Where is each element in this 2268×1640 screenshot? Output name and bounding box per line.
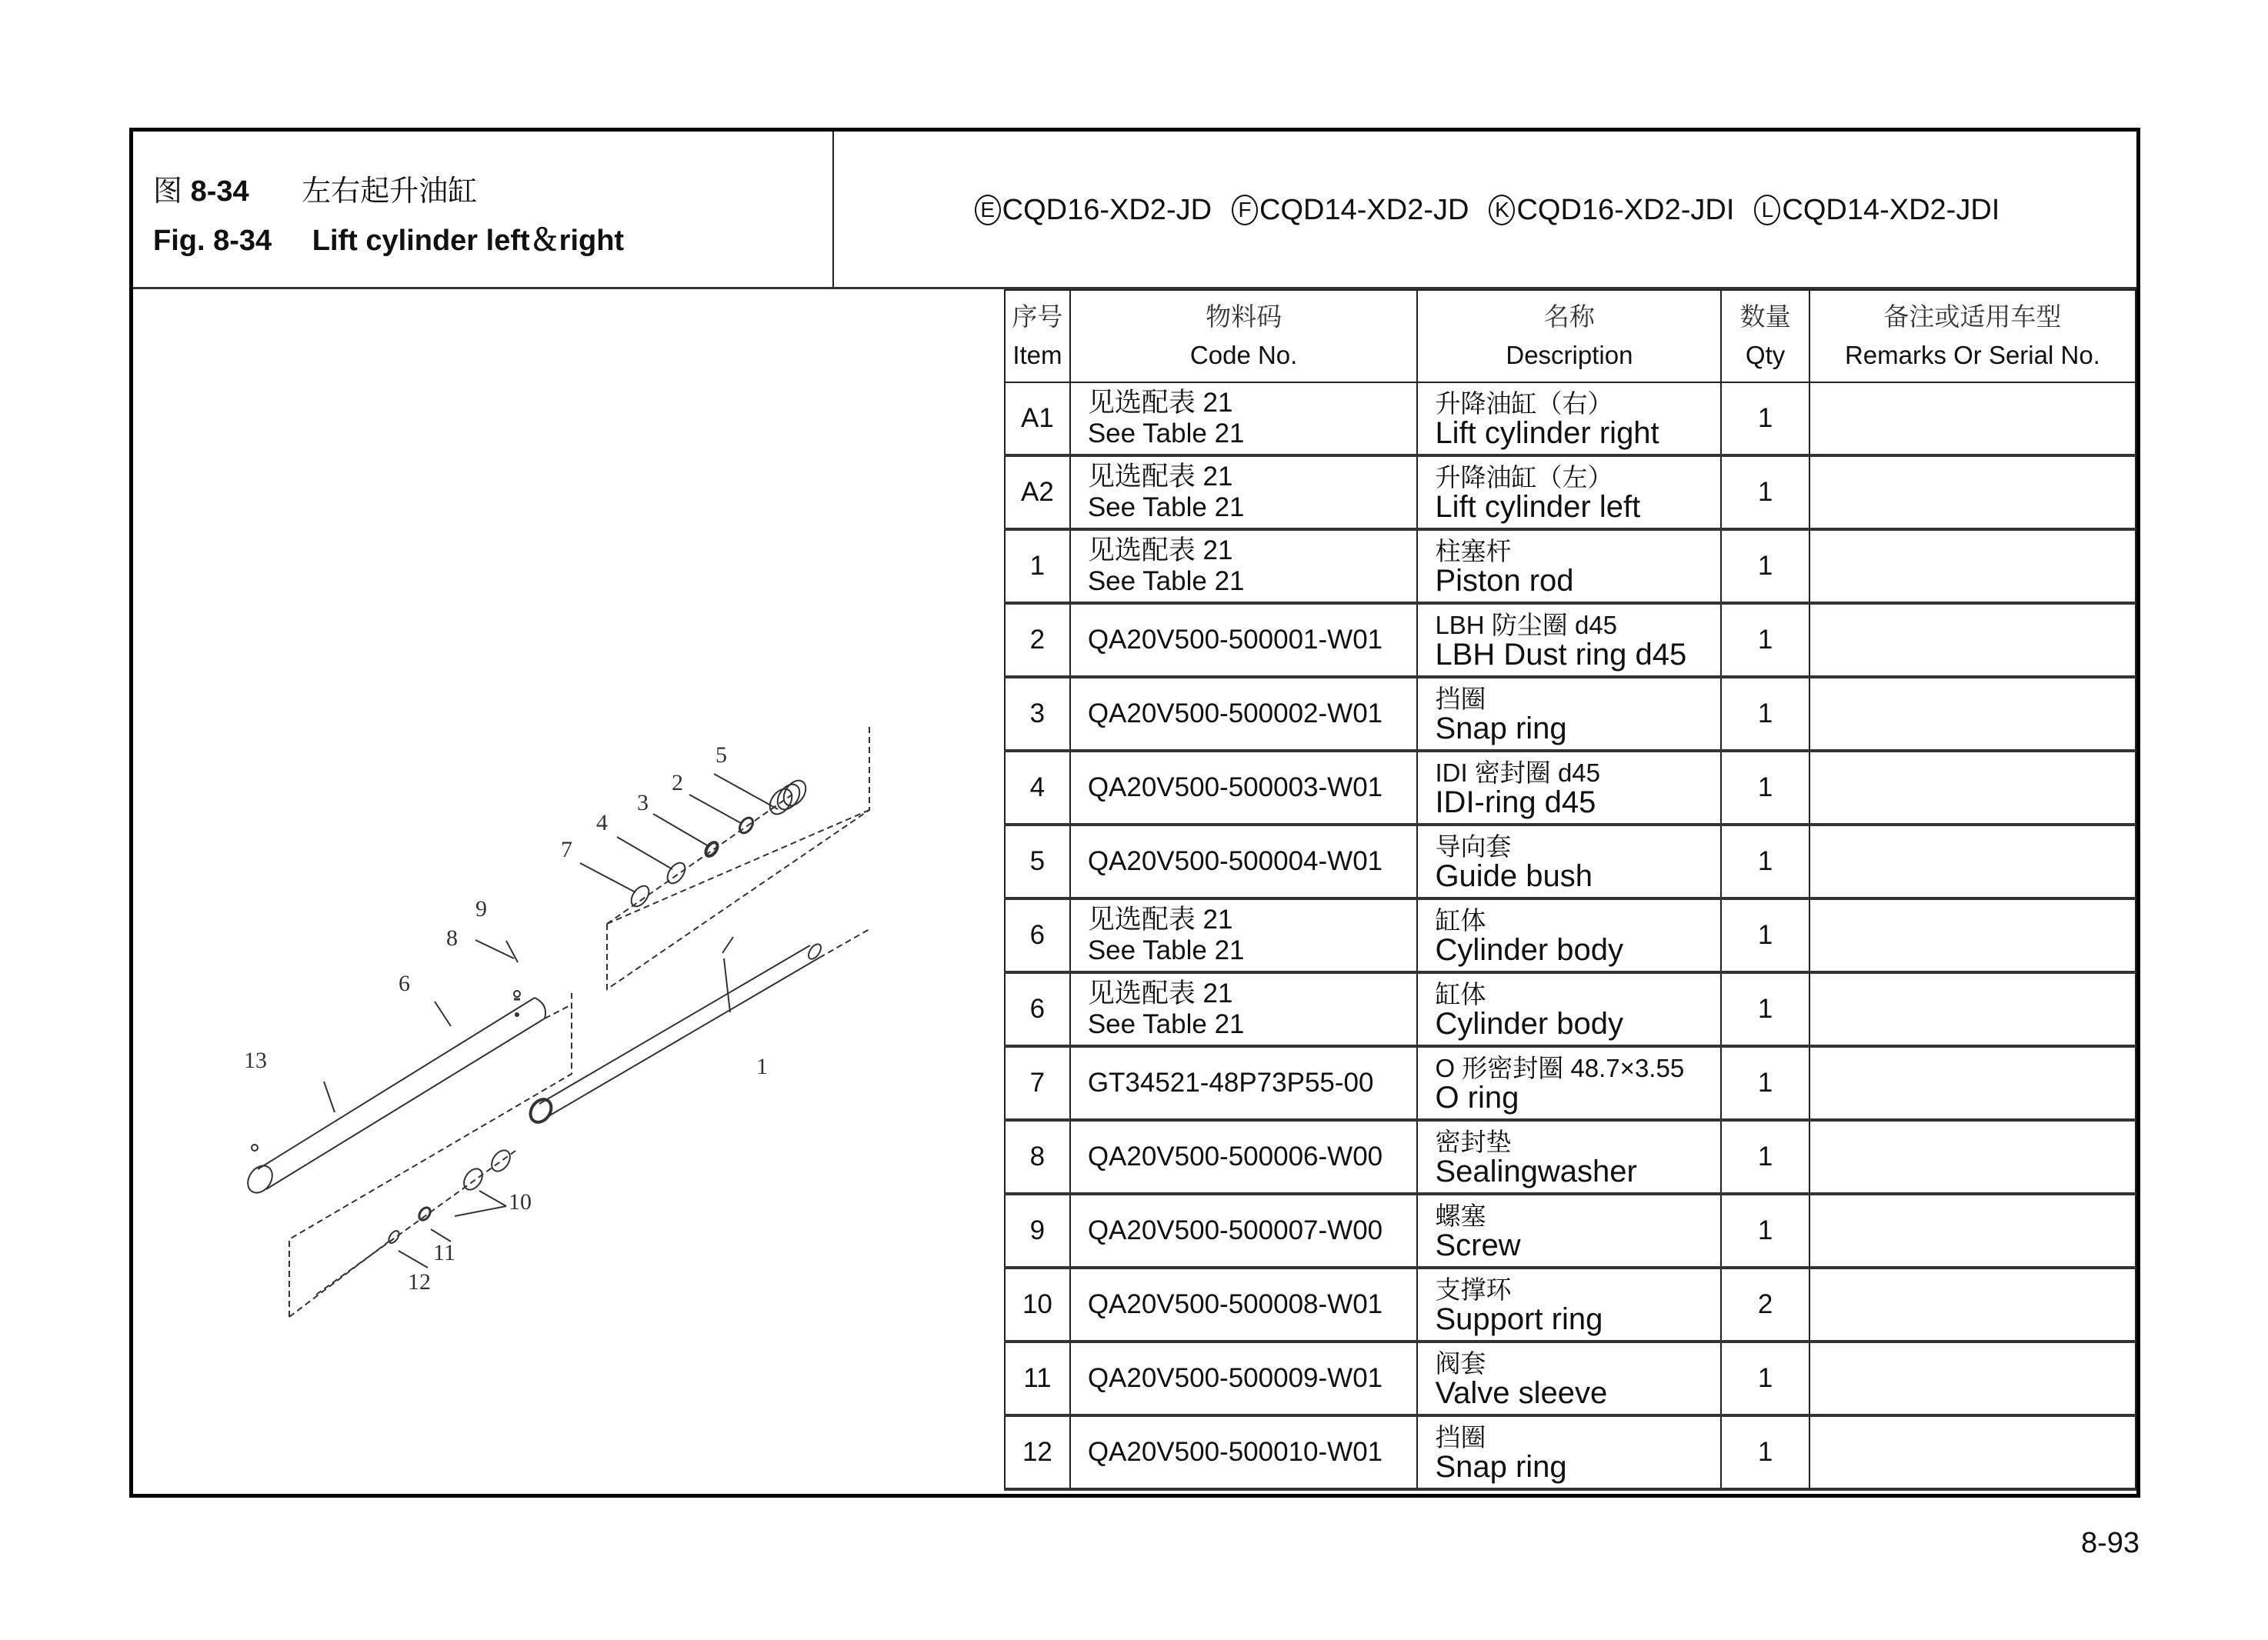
fig-number-en: 8-34 xyxy=(213,225,272,257)
cell-code xyxy=(1070,825,1418,898)
code-cn: 见选配表 21 xyxy=(1087,535,1233,565)
desc-en: Support ring xyxy=(1435,1302,1603,1336)
circled-letter-icon: F xyxy=(1232,195,1258,225)
model-l xyxy=(1754,194,2000,227)
cell-item: 10 xyxy=(1005,1268,1070,1342)
fig-number-cn: 8-34 xyxy=(190,175,249,208)
desc-en: Screw xyxy=(1435,1228,1521,1262)
cell-remarks xyxy=(1809,751,2136,825)
table-row xyxy=(1005,898,2136,972)
cell-item: 7 xyxy=(1005,1046,1070,1120)
cell-code xyxy=(1070,455,1418,529)
cell-remarks xyxy=(1809,898,2136,972)
code: See Table 21 xyxy=(1087,418,1245,448)
callout-1: 1 xyxy=(756,1054,768,1079)
desc-cn: LBH 防尘圈 d45 xyxy=(1435,611,1618,639)
cell-qty: 1 xyxy=(1721,1415,1809,1489)
desc-cn: 升降油缸（左） xyxy=(1435,463,1613,492)
cell-code xyxy=(1070,382,1418,455)
cell-description xyxy=(1417,1268,1721,1342)
cell-qty: 1 xyxy=(1721,677,1809,751)
code-cn: 见选配表 21 xyxy=(1087,388,1233,418)
code-cn: 见选配表 21 xyxy=(1087,905,1233,935)
callout-5: 5 xyxy=(715,742,727,768)
desc-cn: 缸体 xyxy=(1435,980,1486,1008)
desc-cn: O 形密封圈 48.7×3.55 xyxy=(1435,1054,1685,1082)
cell-remarks xyxy=(1809,1268,2136,1342)
desc-cn: 缸体 xyxy=(1435,906,1486,935)
model-name: CQD14-XD2-JDI xyxy=(1782,193,2000,226)
cell-remarks xyxy=(1809,1046,2136,1120)
piston-rod-1 xyxy=(526,942,823,1126)
cell-remarks xyxy=(1809,455,2136,529)
cell-remarks xyxy=(1809,1342,2136,1415)
dust-ring-2 xyxy=(737,815,755,835)
desc-cn: 导向套 xyxy=(1435,832,1512,861)
cell-qty: 1 xyxy=(1721,1120,1809,1194)
cell-code xyxy=(1070,603,1418,677)
col-header-remarks: 备注或适用车型 Remarks Or Serial No. xyxy=(1809,290,2136,382)
cell-item: 12 xyxy=(1005,1415,1070,1489)
cell-code xyxy=(1070,1194,1418,1268)
cell-item: 11 xyxy=(1005,1342,1070,1415)
cell-code xyxy=(1070,972,1418,1046)
table-row xyxy=(1005,1342,2136,1415)
code-cn: 见选配表 21 xyxy=(1087,978,1233,1008)
desc-en: Valve sleeve xyxy=(1435,1376,1608,1410)
cell-item: 6 xyxy=(1005,898,1070,972)
table-header-row xyxy=(1005,290,2136,382)
code: QA20V500-500008-W01 xyxy=(1087,1289,1383,1319)
cell-remarks xyxy=(1809,1415,2136,1489)
table-row xyxy=(1005,603,2136,677)
title-cn: 左右起升油缸 xyxy=(302,175,478,208)
table-row xyxy=(1005,1415,2136,1489)
model-name: CQD16-XD2-JDI xyxy=(1516,193,1735,226)
cell-remarks xyxy=(1809,529,2136,603)
cell-item: A1 xyxy=(1005,382,1070,455)
table-row xyxy=(1005,1120,2136,1194)
code: GT34521-48P73P55-00 xyxy=(1087,1068,1374,1098)
model-name: CQD14-XD2-JD xyxy=(1259,193,1469,226)
callout-2: 2 xyxy=(672,770,683,795)
table-row xyxy=(1005,751,2136,825)
cell-qty: 1 xyxy=(1721,603,1809,677)
cell-qty: 1 xyxy=(1721,751,1809,825)
snap-ring-3 xyxy=(703,840,719,858)
cell-remarks xyxy=(1809,972,2136,1046)
cell-item: 9 xyxy=(1005,1194,1070,1268)
desc-en: Lift cylinder left xyxy=(1435,490,1641,524)
desc-cn: 柱塞杆 xyxy=(1435,537,1512,565)
cell-qty: 1 xyxy=(1721,529,1809,603)
cell-description xyxy=(1417,529,1721,603)
cell-remarks xyxy=(1809,1120,2136,1194)
cell-qty: 1 xyxy=(1721,455,1809,529)
code: QA20V500-500001-W01 xyxy=(1087,625,1383,655)
code: QA20V500-500009-W01 xyxy=(1087,1363,1383,1393)
desc-cn: 挡圈 xyxy=(1435,1423,1486,1452)
desc-en: Snap ring xyxy=(1435,712,1567,745)
code: QA20V500-500004-W01 xyxy=(1087,846,1383,876)
model-f xyxy=(1232,194,1469,227)
cell-description xyxy=(1417,898,1721,972)
callout-6: 6 xyxy=(399,971,410,996)
callout-4: 4 xyxy=(596,810,608,835)
fig-prefix-cn: 图 xyxy=(153,175,183,208)
figure-title-block xyxy=(133,132,834,288)
desc-en: Snap ring xyxy=(1435,1450,1567,1484)
code: See Table 21 xyxy=(1087,492,1245,522)
callout-7: 7 xyxy=(561,837,572,862)
circled-letter-icon: E xyxy=(975,195,1001,225)
desc-en: LBH Dust ring d45 xyxy=(1435,638,1687,672)
figure-title-en xyxy=(153,216,624,258)
cell-qty: 1 xyxy=(1721,972,1809,1046)
desc-cn: 支撑环 xyxy=(1435,1275,1512,1304)
desc-en: Piston rod xyxy=(1435,564,1574,598)
code: See Table 21 xyxy=(1087,566,1245,596)
desc-cn: 阀套 xyxy=(1435,1349,1486,1378)
code: See Table 21 xyxy=(1087,1009,1245,1039)
exploded-parts-diagram xyxy=(133,289,1004,1498)
desc-en: Cylinder body xyxy=(1435,1007,1624,1041)
table-row xyxy=(1005,1194,2136,1268)
cell-remarks xyxy=(1809,1194,2136,1268)
model-k xyxy=(1489,194,1734,227)
desc-en: Cylinder body xyxy=(1435,933,1624,967)
callout-11: 11 xyxy=(433,1240,455,1265)
col-header-item: 序号 Item xyxy=(1005,290,1070,382)
table-row xyxy=(1005,972,2136,1046)
parts-page-frame xyxy=(129,128,2140,1498)
callout-12: 12 xyxy=(408,1269,431,1295)
code: See Table 21 xyxy=(1087,935,1245,965)
cylinder-body-6 xyxy=(243,998,545,1198)
table-row xyxy=(1005,1268,2136,1342)
cell-description xyxy=(1417,751,1721,825)
cell-item: 4 xyxy=(1005,751,1070,825)
cell-item: A2 xyxy=(1005,455,1070,529)
cell-code xyxy=(1070,677,1418,751)
table-row xyxy=(1005,529,2136,603)
table-row xyxy=(1005,382,2136,455)
desc-en: O ring xyxy=(1435,1081,1519,1115)
cell-code xyxy=(1070,1415,1418,1489)
desc-en: IDI-ring d45 xyxy=(1435,785,1596,819)
callout-9: 9 xyxy=(475,896,487,922)
cell-item: 1 xyxy=(1005,529,1070,603)
callout-10: 10 xyxy=(509,1189,532,1215)
desc-cn: 密封垫 xyxy=(1435,1128,1512,1156)
table-row xyxy=(1005,1046,2136,1120)
cell-code xyxy=(1070,898,1418,972)
circled-letter-icon: L xyxy=(1754,195,1780,225)
title-en: Lift cylinder left＆right xyxy=(312,225,625,257)
code: QA20V500-500003-W01 xyxy=(1087,772,1383,802)
cell-remarks xyxy=(1809,825,2136,898)
code: QA20V500-500007-W00 xyxy=(1087,1215,1383,1245)
cell-description xyxy=(1417,1342,1721,1415)
cell-description xyxy=(1417,382,1721,455)
callout-3: 3 xyxy=(637,790,649,815)
screw-13 xyxy=(252,1145,258,1151)
fig-prefix-en: Fig. xyxy=(153,225,205,257)
cell-description xyxy=(1417,1194,1721,1268)
cell-description xyxy=(1417,677,1721,751)
applicable-models xyxy=(834,132,2140,288)
cell-remarks xyxy=(1809,603,2136,677)
support-ring-10a xyxy=(460,1165,486,1193)
desc-en: Sealingwasher xyxy=(1435,1155,1637,1188)
desc-en: Guide bush xyxy=(1435,859,1593,893)
model-e xyxy=(975,194,1212,227)
cell-qty: 1 xyxy=(1721,825,1809,898)
cell-item: 2 xyxy=(1005,603,1070,677)
cell-item: 6 xyxy=(1005,972,1070,1046)
cell-code xyxy=(1070,1342,1418,1415)
cell-qty: 1 xyxy=(1721,1342,1809,1415)
cell-remarks xyxy=(1809,382,2136,455)
table-row xyxy=(1005,455,2136,529)
idi-ring-4 xyxy=(664,860,689,887)
cell-item: 8 xyxy=(1005,1120,1070,1194)
circled-letter-icon: K xyxy=(1489,195,1515,225)
code: QA20V500-500010-W01 xyxy=(1087,1437,1383,1467)
cell-description xyxy=(1417,1120,1721,1194)
parts-table xyxy=(1004,289,2136,1491)
cell-item: 3 xyxy=(1005,677,1070,751)
cell-description xyxy=(1417,603,1721,677)
desc-en: Lift cylinder right xyxy=(1435,416,1659,450)
snap-ring-12 xyxy=(387,1229,402,1245)
desc-cn: IDI 密封圈 d45 xyxy=(1435,758,1601,787)
col-header-code: 物料码 Code No. xyxy=(1070,290,1418,382)
cell-code xyxy=(1070,1120,1418,1194)
table-row xyxy=(1005,677,2136,751)
desc-cn: 螺塞 xyxy=(1435,1202,1486,1230)
page-number: 8-93 xyxy=(2081,1527,2140,1559)
model-name: CQD16-XD2-JD xyxy=(1002,193,1212,226)
desc-cn: 升降油缸（右） xyxy=(1435,389,1613,418)
cell-code xyxy=(1070,529,1418,603)
cell-code xyxy=(1070,1046,1418,1120)
callout-8: 8 xyxy=(446,925,458,951)
dashed-guide xyxy=(607,725,869,989)
cell-description xyxy=(1417,825,1721,898)
callout-13: 13 xyxy=(244,1048,267,1073)
col-header-qty: 数量 Qty xyxy=(1721,290,1809,382)
cell-item: 5 xyxy=(1005,825,1070,898)
table-row xyxy=(1005,825,2136,898)
screw-9 xyxy=(514,991,520,997)
cell-code xyxy=(1070,751,1418,825)
cell-description xyxy=(1417,972,1721,1046)
desc-cn: 挡圈 xyxy=(1435,685,1486,713)
cell-description xyxy=(1417,1046,1721,1120)
cell-qty: 1 xyxy=(1721,382,1809,455)
code: QA20V500-500002-W01 xyxy=(1087,698,1383,728)
code-cn: 见选配表 21 xyxy=(1087,462,1233,492)
valve-sleeve-11 xyxy=(417,1205,432,1222)
code: QA20V500-500006-W00 xyxy=(1087,1142,1383,1172)
col-header-description: 名称 Description xyxy=(1417,290,1721,382)
cell-qty: 1 xyxy=(1721,1194,1809,1268)
cell-description xyxy=(1417,1415,1721,1489)
cell-qty: 1 xyxy=(1721,898,1809,972)
cell-qty: 2 xyxy=(1721,1268,1809,1342)
cell-qty: 1 xyxy=(1721,1046,1809,1120)
cell-code xyxy=(1070,1268,1418,1342)
figure-title-cn xyxy=(153,167,477,209)
cell-description xyxy=(1417,455,1721,529)
cell-remarks xyxy=(1809,677,2136,751)
